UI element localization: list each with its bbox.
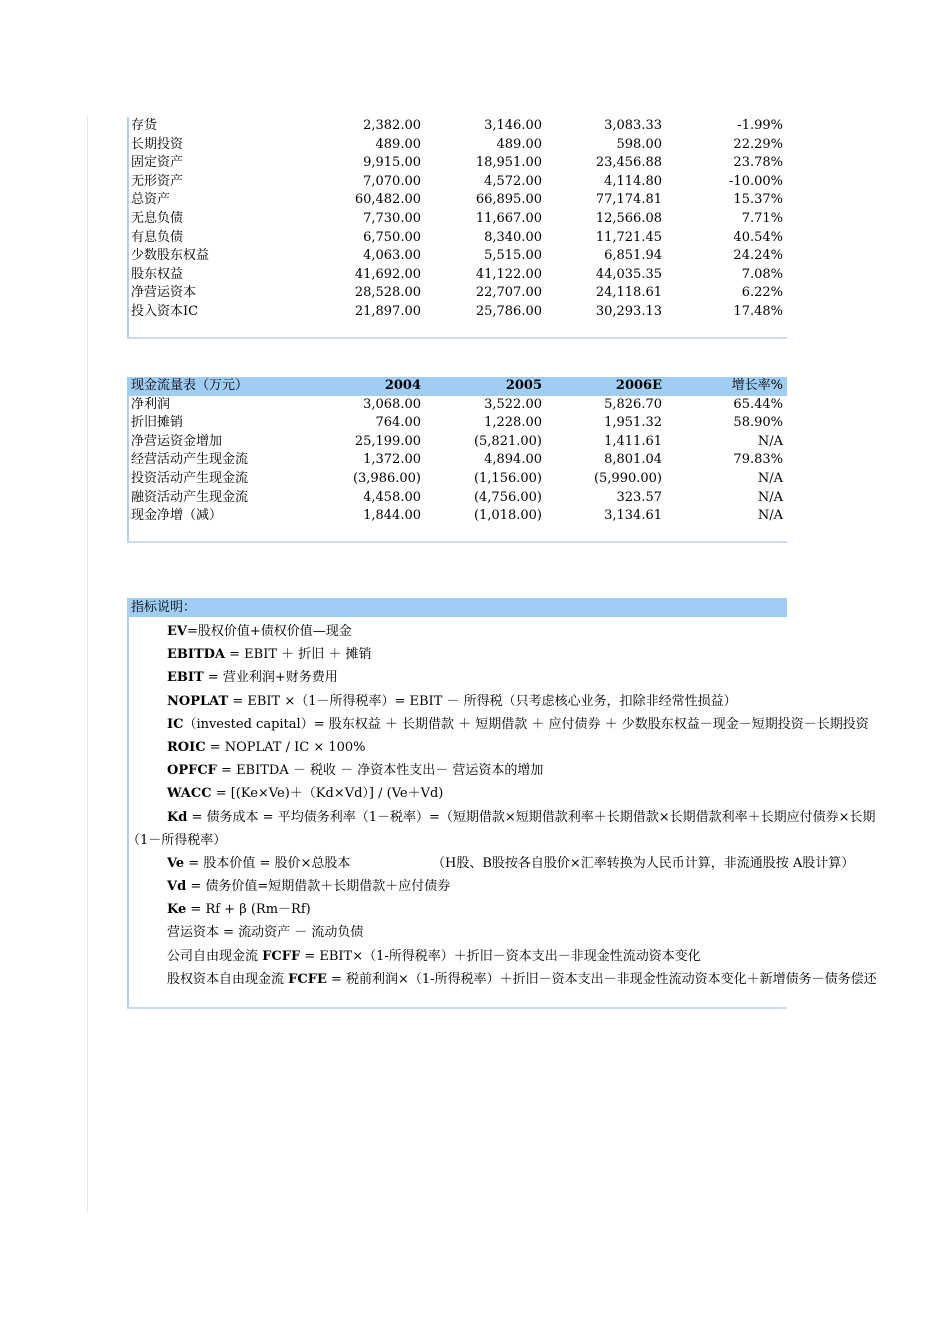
value-2006e: 44,035.35 xyxy=(595,266,662,282)
value-2005: (5,821.00) xyxy=(473,433,542,449)
value-2006e: 6,851.94 xyxy=(604,248,662,264)
table-row xyxy=(127,470,787,489)
growth-rate: N/A xyxy=(757,489,783,505)
value-2006e: 1,951.32 xyxy=(604,415,662,431)
row-label: 经营活动产生现金流 xyxy=(131,452,249,468)
note-line xyxy=(127,968,877,991)
note-line xyxy=(127,875,787,898)
note-definition: = 营业利润+财务费用 xyxy=(203,670,338,686)
note-line xyxy=(127,666,787,689)
table-row xyxy=(127,303,787,322)
value-2006e: 5,826.70 xyxy=(604,396,662,412)
note-definition: （invested capital）= 股东权益 ＋ 长期借款 ＋ 短期借款 ＋ 应付债券 ＋ 少数股东权益－现金－短期投资－长期投资 xyxy=(183,716,869,732)
growth-rate: 79.83% xyxy=(733,452,783,468)
value-2005: (1,018.00) xyxy=(473,508,542,524)
col-growth: 增长率% xyxy=(731,378,783,393)
row-label: 折旧摊销 xyxy=(131,415,184,431)
balance-rows xyxy=(127,117,787,322)
growth-rate: 65.44% xyxy=(733,396,783,412)
note-line xyxy=(127,852,855,875)
note-line xyxy=(127,759,787,782)
note-line xyxy=(127,898,787,921)
note-term: WACC xyxy=(167,786,212,802)
note-term: NOPLAT xyxy=(167,693,229,709)
value-2006e: (5,990.00) xyxy=(593,470,662,486)
value-2004: 7,730.00 xyxy=(363,210,421,226)
note-term: Kd xyxy=(167,809,188,825)
value-2004: 60,482.00 xyxy=(354,192,421,208)
value-2006e: 30,293.13 xyxy=(595,303,662,319)
notes-title: 指标说明： xyxy=(127,598,787,617)
value-2006e: 77,174.81 xyxy=(595,192,662,208)
value-2004: 489.00 xyxy=(375,136,421,152)
value-2006e: 3,134.61 xyxy=(604,508,662,524)
row-label: 少数股东权益 xyxy=(131,248,210,264)
value-2006e: 3,083.33 xyxy=(604,118,662,133)
table-bottom-border xyxy=(127,541,787,543)
col-2005: 2005 xyxy=(505,378,542,393)
row-label: 长期投资 xyxy=(131,136,184,152)
growth-rate: 23.78% xyxy=(733,155,783,171)
value-2004: 6,750.00 xyxy=(363,229,421,245)
table-row xyxy=(127,191,787,210)
cashflow-rows xyxy=(127,396,787,526)
note-line xyxy=(127,736,787,759)
note-line xyxy=(127,713,869,736)
value-2005: 11,667.00 xyxy=(475,210,542,226)
value-2006e: 598.00 xyxy=(616,136,662,152)
value-2006e: 12,566.08 xyxy=(595,210,662,226)
note-term: Vd xyxy=(167,879,187,895)
value-2005: 1,228.00 xyxy=(484,415,542,431)
note-line xyxy=(127,945,787,968)
note-line xyxy=(127,620,787,643)
value-2006e: 11,721.45 xyxy=(595,229,662,245)
col-2006e: 2006E xyxy=(615,378,662,393)
value-2004: 1,372.00 xyxy=(363,452,421,468)
table-row xyxy=(127,284,787,303)
note-line xyxy=(127,643,787,666)
indicator-notes xyxy=(127,598,877,1009)
table-row xyxy=(127,433,787,452)
growth-rate: 17.48% xyxy=(733,303,783,319)
note-term: IC xyxy=(167,716,184,732)
value-2006e: 8,801.04 xyxy=(604,452,662,468)
note-definition: = Rf + β (Rm－Rf) xyxy=(186,902,311,918)
note-definition: 营运资本 = 流动资产 － 流动负债 xyxy=(167,925,364,941)
col-2004: 2004 xyxy=(384,378,421,393)
table-row xyxy=(127,451,787,470)
table-row xyxy=(127,507,787,526)
note-prefix: 公司自由现金流 xyxy=(167,948,263,964)
table-row xyxy=(127,396,787,415)
value-2004: 4,063.00 xyxy=(363,248,421,264)
value-2004: (3,986.00) xyxy=(352,470,421,486)
row-label: 无形资产 xyxy=(131,173,184,189)
value-2004: 9,915.00 xyxy=(363,155,421,171)
growth-rate: 22.29% xyxy=(733,136,783,152)
growth-rate: N/A xyxy=(757,508,783,524)
note-term: FCFE xyxy=(288,971,327,987)
value-2006e: 323.57 xyxy=(616,489,662,505)
value-2004: 21,897.00 xyxy=(354,303,421,319)
note-definition: = 债务成本 = 平均债务利率（1－税率）=（短期借款×短期借款利率＋长期借款×长期借款利率＋长期应付债券×长期 xyxy=(187,809,876,825)
value-2004: 1,844.00 xyxy=(363,508,421,524)
growth-rate: 58.90% xyxy=(733,415,783,431)
table-row xyxy=(127,210,787,229)
table-row xyxy=(127,489,787,508)
note-definition: = [(Ke×Ve)＋（Kd×Vd）] / (Ve＋Vd) xyxy=(211,786,444,802)
value-2006e: 24,118.61 xyxy=(595,285,662,301)
value-2004: 41,692.00 xyxy=(354,266,421,282)
growth-rate: 15.37% xyxy=(733,192,783,208)
note-line xyxy=(127,690,787,713)
row-label: 无息负债 xyxy=(131,210,184,226)
growth-rate: 7.71% xyxy=(741,210,783,226)
note-term: ROIC xyxy=(167,739,206,755)
row-label: 投入资本IC xyxy=(131,303,199,319)
value-2004: 2,382.00 xyxy=(363,118,421,133)
value-2004: 3,068.00 xyxy=(363,396,421,412)
note-prefix: 股权资本自由现金流 xyxy=(167,971,289,987)
balance-sheet-table xyxy=(127,117,787,339)
table-row xyxy=(127,173,787,192)
row-label: 有息负债 xyxy=(131,229,184,245)
note-line xyxy=(127,829,787,852)
growth-rate: 40.54% xyxy=(733,229,783,245)
table-row xyxy=(127,136,787,155)
note-term: EV xyxy=(167,624,187,639)
growth-rate: 24.24% xyxy=(733,248,783,264)
note-definition: = EBIT×（1-所得税率）＋折旧－资本支出－非现金性流动资本变化 xyxy=(300,948,701,964)
note-definition: = 税前利润×（1-所得税率）＋折旧－资本支出－非现金性流动资本变化＋新增债务－债务偿还 xyxy=(326,971,877,987)
row-label: 股东权益 xyxy=(131,266,184,282)
value-2005: 18,951.00 xyxy=(475,155,542,171)
value-2005: 41,122.00 xyxy=(475,266,542,282)
value-2004: 4,458.00 xyxy=(363,489,421,505)
table-row xyxy=(127,266,787,285)
row-label: 投资活动产生现金流 xyxy=(131,470,249,486)
value-2005: 4,894.00 xyxy=(484,452,542,468)
value-2005: 22,707.00 xyxy=(475,285,542,301)
note-definition: =股权价值+债权价值—现金 xyxy=(187,624,352,639)
note-term: Ke xyxy=(167,902,187,918)
row-label: 现金净增（减） xyxy=(131,508,223,524)
notes-bottom-border xyxy=(127,1007,787,1009)
growth-rate: 7.08% xyxy=(741,266,783,282)
value-2005: 3,146.00 xyxy=(484,118,542,133)
value-2005: (4,756.00) xyxy=(473,489,542,505)
table-row xyxy=(127,247,787,266)
note-term: FCFF xyxy=(262,948,301,964)
growth-rate: -10.00% xyxy=(729,173,783,189)
note-definition: = EBITDA － 税收 － 净资本性支出－ 营运资本的增加 xyxy=(216,763,544,779)
row-label: 融资活动产生现金流 xyxy=(131,489,249,505)
table-row xyxy=(127,154,787,173)
row-label: 净营运资金增加 xyxy=(131,433,223,449)
table-bottom-border xyxy=(127,337,787,339)
note-definition: = EBIT ×（1－所得税率）= EBIT － 所得税（只考虑核心业务，扣除非经常性损益） xyxy=(228,693,737,709)
value-2004: 28,528.00 xyxy=(354,285,421,301)
note-definition: = 债务价值=短期借款＋长期借款＋应付债券 xyxy=(186,879,451,895)
table-row xyxy=(127,414,787,433)
value-2005: (1,156.00) xyxy=(473,470,542,486)
value-2005: 4,572.00 xyxy=(484,173,542,189)
growth-rate: N/A xyxy=(757,470,783,486)
value-2006e: 4,114.80 xyxy=(604,173,662,189)
value-2006e: 1,411.61 xyxy=(604,433,662,449)
value-2005: 489.00 xyxy=(496,136,542,152)
value-2005: 25,786.00 xyxy=(475,303,542,319)
row-label: 存货 xyxy=(131,118,158,133)
value-2005: 66,895.00 xyxy=(475,192,542,208)
cashflow-table xyxy=(127,377,787,543)
note-definition: = NOPLAT / IC × 100% xyxy=(205,739,366,755)
value-2006e: 23,456.88 xyxy=(595,155,662,171)
note-line xyxy=(127,782,787,805)
value-2005: 8,340.00 xyxy=(484,229,542,245)
page-margin-line xyxy=(87,116,88,1212)
value-2004: 25,199.00 xyxy=(354,433,421,449)
note-term: Ve xyxy=(167,855,185,871)
row-label: 净利润 xyxy=(131,396,171,412)
note-line xyxy=(127,921,787,944)
note-definition: （1－所得税率） xyxy=(127,832,227,848)
table-row xyxy=(127,229,787,248)
notes-list xyxy=(127,617,877,991)
note-term: OPFCF xyxy=(167,763,217,779)
growth-rate: N/A xyxy=(757,433,783,449)
cashflow-title: 现金流量表（万元） xyxy=(131,378,249,393)
row-label: 固定资产 xyxy=(131,155,184,171)
value-2005: 5,515.00 xyxy=(484,248,542,264)
row-label: 净营运资本 xyxy=(131,285,197,301)
note-line xyxy=(127,806,876,829)
value-2004: 764.00 xyxy=(375,415,421,431)
value-2004: 7,070.00 xyxy=(363,173,421,189)
note-extra: （H股、B股按各自股价×汇率转换为人民币计算，非流通股按 A股计算） xyxy=(432,855,855,871)
value-2005: 3,522.00 xyxy=(484,396,542,412)
table-row xyxy=(127,117,787,136)
note-definition: = 股本价值 = 股价×总股本 xyxy=(184,855,351,871)
cashflow-header-row xyxy=(127,377,787,396)
note-term: EBIT xyxy=(167,670,204,686)
row-label: 总资产 xyxy=(131,192,171,208)
note-term: EBITDA xyxy=(167,647,226,663)
growth-rate: -1.99% xyxy=(737,118,783,133)
growth-rate: 6.22% xyxy=(741,285,783,301)
note-definition: = EBIT ＋ 折旧 ＋ 摊销 xyxy=(225,647,372,663)
